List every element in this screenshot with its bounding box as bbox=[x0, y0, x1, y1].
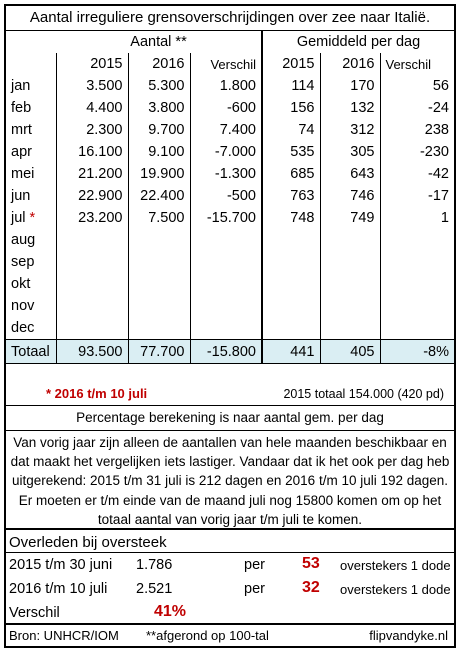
gem-2015-cell-text: 685 bbox=[290, 166, 315, 182]
total-aantal-2015: 93.500 bbox=[56, 340, 128, 364]
aantal-2015-cell bbox=[56, 163, 128, 185]
aantal-2015-cell bbox=[56, 317, 128, 340]
gem-2016-cell bbox=[320, 251, 380, 273]
aantal-2015-cell-text: 23.200 bbox=[78, 210, 123, 226]
month-cell-text: aug bbox=[11, 232, 36, 248]
source-text: Bron: UNHCR/IOM bbox=[9, 628, 119, 643]
gem-2015-cell bbox=[262, 141, 320, 163]
gem-2015-cell-text: 156 bbox=[290, 100, 315, 116]
table-row bbox=[6, 207, 454, 229]
gem-2016-cell bbox=[320, 141, 380, 163]
aantal-verschil-cell bbox=[190, 119, 262, 141]
gem-2016-cell bbox=[320, 207, 380, 229]
data-table bbox=[6, 31, 454, 364]
aantal-verschil-cell-text: -500 bbox=[226, 188, 256, 204]
aantal-verschil-cell-text: -7.000 bbox=[214, 144, 256, 160]
month-cell-text: mei bbox=[11, 166, 35, 182]
aantal-2016-cell-text: 3.800 bbox=[148, 100, 185, 116]
deaths-desc: overstekers 1 dode bbox=[340, 558, 451, 573]
gem-2016-cell-text: 749 bbox=[350, 210, 375, 226]
gem-verschil-cell bbox=[380, 317, 454, 340]
aantal-2016-cell-text: 9.700 bbox=[148, 122, 185, 138]
aantal-2015-cell bbox=[56, 141, 128, 163]
gem-2016-cell bbox=[320, 229, 380, 251]
total-gem-2015: 441 bbox=[262, 340, 320, 364]
deaths-section bbox=[6, 532, 454, 628]
gem-2015-cell bbox=[262, 317, 320, 340]
aantal-2016-cell bbox=[128, 317, 190, 340]
aantal-2015-cell-text: 21.200 bbox=[78, 166, 123, 182]
aantal-2016-cell-text: 5.300 bbox=[148, 78, 185, 94]
explanation-text: Van vorig jaar zijn alleen de aantallen van hele maanden beschikbaar en dat maakt het vergelijken iets lastiger. Vandaar dat ik het ook per dag heb uitgerekend: 2015 t/m 31 juli is 212 dagen en 2016 t/m 10 juli 192 dagen. Er moeten er t/m einde van de maand juli nog 15800 komen om op het totaal aantal van vorig jaar t/m juli te komen. bbox=[6, 433, 454, 530]
aantal-verschil-cell bbox=[190, 317, 262, 340]
month-cell bbox=[6, 317, 56, 340]
aantal-2015-cell bbox=[56, 295, 128, 317]
month-cell-text: dec bbox=[11, 320, 35, 336]
gem-2016-cell bbox=[320, 163, 380, 185]
aantal-2015-cell-text: 2.300 bbox=[86, 122, 123, 138]
gem-2015-cell bbox=[262, 75, 320, 97]
footnote-star: * bbox=[29, 210, 36, 226]
deaths-row-2016 bbox=[6, 579, 454, 602]
table-row bbox=[6, 229, 454, 251]
deaths-label: 2016 t/m 10 juli bbox=[9, 581, 108, 597]
aantal-verschil-cell-text: -15.700 bbox=[206, 210, 256, 226]
deaths-header: Overleden bij oversteek bbox=[6, 532, 454, 553]
page-title: Aantal irreguliere grensoverschrijdingen over zee naar Italië. bbox=[6, 6, 454, 31]
gem-verschil-cell bbox=[380, 141, 454, 163]
aantal-2015-cell bbox=[56, 207, 128, 229]
aantal-verschil-cell bbox=[190, 207, 262, 229]
gem-verschil-cell bbox=[380, 185, 454, 207]
table-row bbox=[6, 75, 454, 97]
aantal-2015-cell-text: 22.900 bbox=[78, 188, 123, 204]
gem-verschil-cell bbox=[380, 75, 454, 97]
gem-verschil-cell bbox=[380, 273, 454, 295]
total-gem-2016: 405 bbox=[320, 340, 380, 364]
gem-2015-cell-text: 748 bbox=[290, 210, 315, 226]
gem-verschil-cell-text: 1 bbox=[440, 210, 449, 226]
month-cell-text: feb bbox=[11, 100, 32, 116]
gem-verschil-cell bbox=[380, 97, 454, 119]
total-row bbox=[6, 340, 454, 364]
aantal-2016-cell bbox=[128, 273, 190, 295]
month-cell-text: okt bbox=[11, 276, 31, 292]
deaths-per: per bbox=[244, 581, 265, 597]
gem-2015-cell bbox=[262, 97, 320, 119]
aantal-2015-cell bbox=[56, 75, 128, 97]
gem-2015-cell bbox=[262, 229, 320, 251]
month-cell-text: jun bbox=[11, 188, 31, 204]
aantal-2015-cell bbox=[56, 185, 128, 207]
total-aantal-verschil: -15.800 bbox=[190, 340, 262, 364]
month-cell bbox=[6, 251, 56, 273]
aantal-2016-cell bbox=[128, 251, 190, 273]
gem-2015-cell-text: 763 bbox=[290, 188, 315, 204]
aantal-2016-cell bbox=[128, 141, 190, 163]
aantal-2016-cell bbox=[128, 207, 190, 229]
aantal-2016-cell bbox=[128, 295, 190, 317]
table-row bbox=[6, 273, 454, 295]
header-2016: 2016 bbox=[128, 53, 190, 75]
footer bbox=[6, 623, 454, 646]
diff-value: 41% bbox=[154, 603, 187, 620]
gem-2016-cell-text: 312 bbox=[350, 122, 375, 138]
aantal-2016-cell bbox=[128, 229, 190, 251]
header-gemiddeld: Gemiddeld per dag bbox=[262, 31, 454, 53]
aantal-2015-cell bbox=[56, 229, 128, 251]
deaths-value: 1.786 bbox=[136, 557, 173, 573]
gem-2015-cell bbox=[262, 295, 320, 317]
diff-label: Verschil bbox=[9, 605, 60, 621]
table-row bbox=[6, 185, 454, 207]
aantal-2016-cell bbox=[128, 75, 190, 97]
table-row bbox=[6, 163, 454, 185]
header-verschil: Verschil bbox=[190, 53, 262, 75]
aantal-verschil-cell bbox=[190, 97, 262, 119]
aantal-verschil-cell bbox=[190, 229, 262, 251]
header-verschil-gem: Verschil bbox=[380, 53, 454, 75]
deaths-per: per bbox=[244, 557, 265, 573]
gem-2015-cell bbox=[262, 273, 320, 295]
month-cell-text: sep bbox=[11, 254, 35, 270]
aantal-verschil-cell bbox=[190, 163, 262, 185]
gem-verschil-cell bbox=[380, 295, 454, 317]
month-cell-text: jul bbox=[11, 210, 26, 226]
month-cell bbox=[6, 273, 56, 295]
percentage-note: Percentage berekening is naar aantal gem. per dag bbox=[6, 406, 454, 431]
month-cell bbox=[6, 97, 56, 119]
header-row-1 bbox=[6, 31, 454, 53]
aantal-2016-cell-text: 9.100 bbox=[148, 144, 185, 160]
month-cell bbox=[6, 119, 56, 141]
gem-2016-cell bbox=[320, 119, 380, 141]
rounding-text: **afgerond op 100-tal bbox=[146, 628, 269, 643]
month-cell bbox=[6, 163, 56, 185]
gem-2015-cell-text: 535 bbox=[290, 144, 315, 160]
aantal-verschil-cell bbox=[190, 295, 262, 317]
notes-row bbox=[6, 383, 454, 406]
month-cell-text: jan bbox=[11, 78, 31, 94]
gem-verschil-cell bbox=[380, 229, 454, 251]
aantal-2016-cell bbox=[128, 97, 190, 119]
gem-verschil-cell-text: -42 bbox=[428, 166, 449, 182]
month-cell bbox=[6, 75, 56, 97]
gem-2016-cell-text: 746 bbox=[350, 188, 375, 204]
gem-2015-cell bbox=[262, 251, 320, 273]
gem-2016-cell bbox=[320, 97, 380, 119]
gem-2015-cell bbox=[262, 185, 320, 207]
gem-2016-cell bbox=[320, 75, 380, 97]
table-row bbox=[6, 119, 454, 141]
deaths-desc: overstekers 1 dode bbox=[340, 582, 451, 597]
aantal-2016-cell bbox=[128, 119, 190, 141]
gem-verschil-cell-text: 238 bbox=[424, 122, 449, 138]
aantal-2016-cell-text: 22.400 bbox=[140, 188, 185, 204]
header-aantal: Aantal ** bbox=[130, 34, 187, 50]
gem-2016-cell bbox=[320, 273, 380, 295]
gem-2015-cell-text: 114 bbox=[291, 78, 315, 94]
gem-verschil-cell-text: 56 bbox=[432, 78, 449, 94]
gem-2015-cell bbox=[262, 163, 320, 185]
aantal-2015-cell bbox=[56, 251, 128, 273]
gem-2016-cell-text: 643 bbox=[350, 166, 375, 182]
aantal-2016-cell bbox=[128, 163, 190, 185]
gem-2016-cell bbox=[320, 317, 380, 340]
aantal-verschil-cell bbox=[190, 273, 262, 295]
aantal-verschil-cell bbox=[190, 141, 262, 163]
gem-2015-cell-text: 74 bbox=[298, 122, 315, 138]
month-cell-text: apr bbox=[11, 144, 32, 160]
gem-2016-cell bbox=[320, 295, 380, 317]
table-row bbox=[6, 251, 454, 273]
aantal-2016-cell-text: 7.500 bbox=[148, 210, 185, 226]
header-2015-gem: 2015 bbox=[262, 53, 320, 75]
gem-verschil-cell bbox=[380, 163, 454, 185]
total-label: Totaal bbox=[6, 340, 56, 364]
aantal-2015-cell-text: 16.100 bbox=[78, 144, 123, 160]
gem-2015-cell bbox=[262, 207, 320, 229]
aantal-2015-cell-text: 4.400 bbox=[86, 100, 123, 116]
deaths-ratio: 53 bbox=[302, 555, 320, 572]
table-row bbox=[6, 295, 454, 317]
gem-verschil-cell bbox=[380, 207, 454, 229]
gem-verschil-cell bbox=[380, 119, 454, 141]
header-row-2 bbox=[6, 53, 454, 75]
gem-verschil-cell bbox=[380, 251, 454, 273]
aantal-verschil-cell bbox=[190, 75, 262, 97]
header-2015: 2015 bbox=[56, 53, 128, 75]
gem-2016-cell-text: 170 bbox=[350, 78, 375, 94]
aantal-verschil-cell bbox=[190, 251, 262, 273]
aantal-2015-cell bbox=[56, 273, 128, 295]
gem-verschil-cell-text: -230 bbox=[419, 144, 449, 160]
gem-2016-cell bbox=[320, 185, 380, 207]
month-cell bbox=[6, 295, 56, 317]
aantal-2015-cell-text: 3.500 bbox=[86, 78, 123, 94]
gem-verschil-cell-text: -24 bbox=[428, 100, 449, 116]
deaths-row-2015 bbox=[6, 555, 454, 578]
total-gem-verschil: -8% bbox=[380, 340, 454, 364]
month-cell-text: nov bbox=[11, 298, 35, 314]
aantal-verschil-cell-text: -600 bbox=[226, 100, 256, 116]
month-cell-text: mrt bbox=[11, 122, 32, 138]
aantal-verschil-cell-text: 1.800 bbox=[219, 78, 256, 94]
month-cell bbox=[6, 207, 56, 229]
gem-verschil-cell-text: -17 bbox=[428, 188, 449, 204]
gem-2016-cell-text: 132 bbox=[350, 100, 375, 116]
aantal-2016-cell bbox=[128, 185, 190, 207]
aantal-verschil-cell-text: 7.400 bbox=[219, 122, 256, 138]
deaths-label: 2015 t/m 30 juni bbox=[9, 557, 113, 573]
table-row bbox=[6, 141, 454, 163]
site-link[interactable]: flipvandyke.nl bbox=[369, 628, 448, 643]
spreadsheet bbox=[4, 4, 456, 648]
month-cell bbox=[6, 229, 56, 251]
deaths-value: 2.521 bbox=[136, 581, 173, 597]
deaths-ratio: 32 bbox=[302, 579, 320, 596]
aantal-2015-cell bbox=[56, 119, 128, 141]
month-cell bbox=[6, 141, 56, 163]
note-2016: * 2016 t/m 10 juli bbox=[46, 386, 148, 401]
header-2016-gem: 2016 bbox=[320, 53, 380, 75]
aantal-verschil-cell bbox=[190, 185, 262, 207]
gem-2016-cell-text: 305 bbox=[350, 144, 375, 160]
total-aantal-2016: 77.700 bbox=[128, 340, 190, 364]
aantal-verschil-cell-text: -1.300 bbox=[214, 166, 256, 182]
note-2015: 2015 totaal 154.000 (420 pd) bbox=[283, 387, 444, 401]
aantal-2015-cell bbox=[56, 97, 128, 119]
table-row bbox=[6, 97, 454, 119]
gem-2015-cell bbox=[262, 119, 320, 141]
month-cell bbox=[6, 185, 56, 207]
table-row bbox=[6, 317, 454, 340]
aantal-2016-cell-text: 19.900 bbox=[140, 166, 185, 182]
